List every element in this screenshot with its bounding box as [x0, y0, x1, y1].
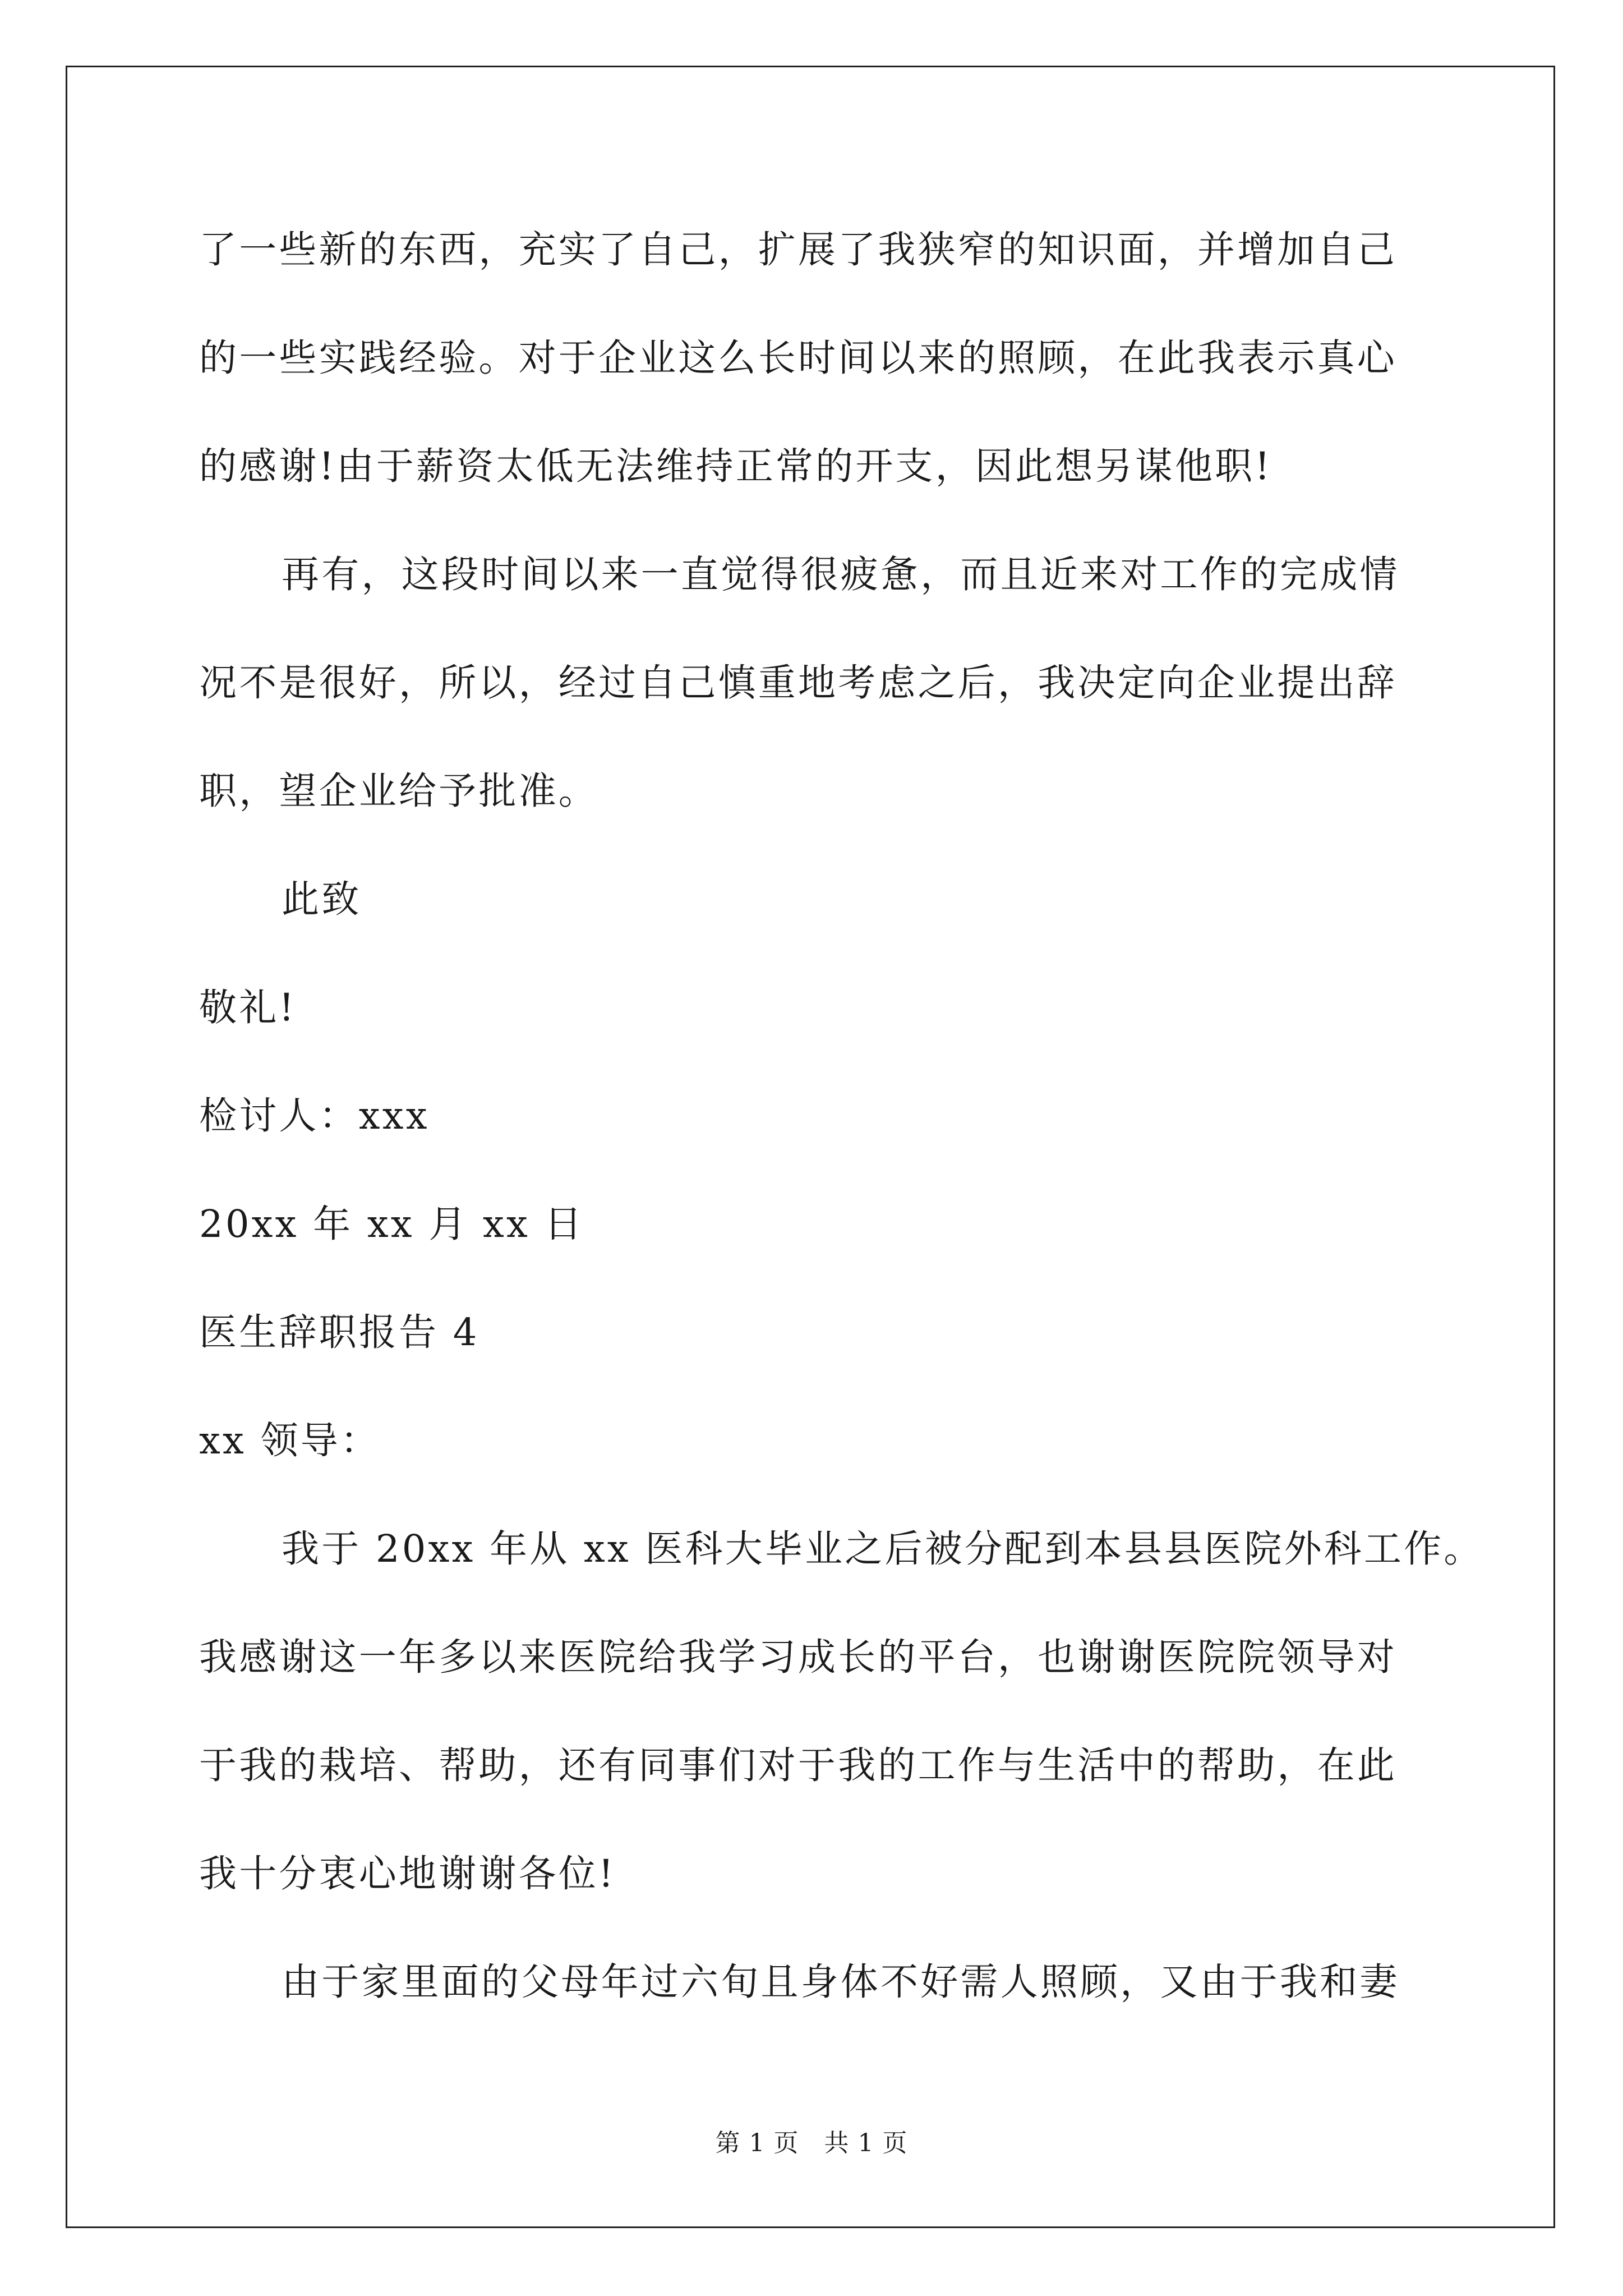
- signature-date: 20xx 年 xx 月 xx 日: [199, 1202, 584, 1246]
- body-line-2: 的一些实践经验。对于企业这么长时间以来的照顾，在此我表示真心: [199, 336, 1397, 380]
- body-line-8: 我感谢这一年多以来医院给我学习成长的平台，也谢谢医院院领导对: [199, 1635, 1397, 1679]
- page-footer: 第 1 页 共 1 页: [715, 2129, 908, 2157]
- body-line-9: 于我的栽培、帮助，还有同事们对于我的工作与生活中的帮助，在此: [199, 1743, 1397, 1787]
- body-line-7: 我于 20xx 年从 xx 医科大毕业之后被分配到本县县医院外科工作。: [282, 1527, 1484, 1571]
- body-line-4: 再有，这段时间以来一直觉得很疲惫，而且近来对工作的完成情: [282, 553, 1400, 596]
- page-border: [66, 66, 1555, 2228]
- closing-regards: 敬礼!: [199, 986, 297, 1029]
- body-line-5: 况不是很好，所以，经过自己慎重地考虑之后，我决定向企业提出辞: [199, 661, 1397, 705]
- body-line-11: 由于家里面的父母年过六旬且身体不好需人照顾，又由于我和妻: [282, 1960, 1400, 2004]
- signature-name: 检讨人：xxx: [199, 1094, 430, 1138]
- closing-salutation: 此致: [282, 877, 362, 921]
- body-line-3: 的感谢!由于薪资太低无法维持正常的开支，因此想另谋他职!: [199, 444, 1272, 488]
- body-line-1: 了一些新的东西，充实了自己，扩展了我狭窄的知识面，并增加自己: [199, 228, 1397, 272]
- body-line-6: 职，望企业给予批准。: [199, 769, 598, 813]
- letter-greeting: xx 领导：: [199, 1419, 381, 1462]
- body-line-10: 我十分衷心地谢谢各位!: [199, 1852, 616, 1895]
- section-title: 医生辞职报告 4: [199, 1310, 479, 1354]
